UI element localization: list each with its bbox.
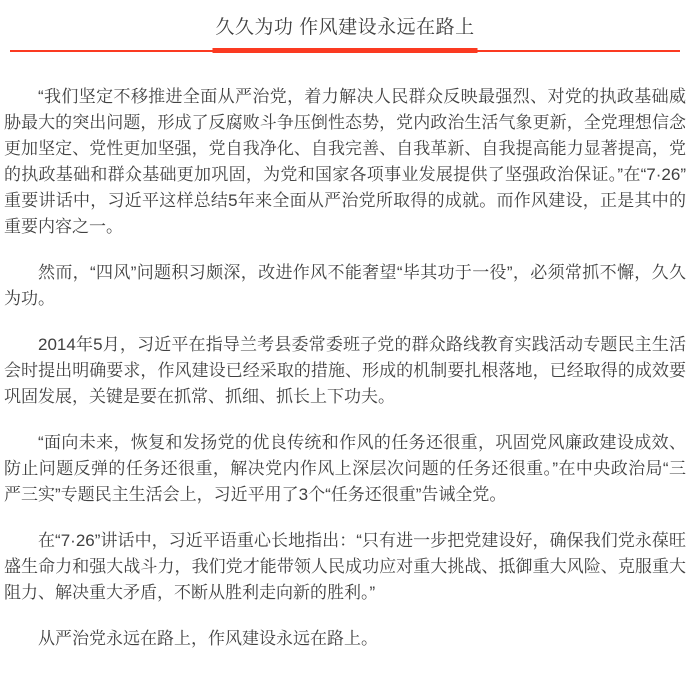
article-paragraph-2: 然而，“四风”问题积习颇深，改进作风不能奢望“毕其功于一役”，必须常抓不懈，久久为功。 <box>4 263 686 308</box>
article-paragraph-4: “面向未来，恢复和发扬党的优良传统和作风的任务还很重，巩固党风廉政建设成效、防止问题反弹的任务还很重，解决党内作风上深层次问题的任务还很重。”在中央政治局“三严三实”专题民主生活会上，习近平用了3个“任务还很重”告诫全党。 <box>4 433 686 504</box>
title-divider <box>10 48 680 53</box>
article-body <box>0 53 690 652</box>
page-title: 久久为功 作风建设永远在路上 <box>215 17 475 38</box>
article-paragraph-5: 在“7·26”讲话中，习近平语重心长地指出：“只有进一步把党建设好，确保我们党永葆旺盛生命力和强大战斗力，我们党才能带领人民成功应对重大挑战、抵御重大风险、克服重大阻力、解决重大矛盾，不断从胜利走向新的胜利。” <box>4 531 686 602</box>
article-paragraph-1: “我们坚定不移推进全面从严治党，着力解决人民群众反映最强烈、对党的执政基础威胁最大的突出问题，形成了反腐败斗争压倒性态势，党内政治生活气象更新，全党理想信念更加坚定、党性更加坚强，党自我净化、自我完善、自我革新、自我提高能力显著提高，党的执政基础和群众基础更加巩固，为党和国家各项事业发展提供了坚强政治保证。”在“7·26”重要讲话中，习近平这样总结5年来全面从严治党所取得的成就。而作风建设，正是其中的重要内容之一。 <box>4 87 686 236</box>
divider-accent-bar <box>213 48 478 53</box>
article-paragraph-6: 从严治党永远在路上，作风建设永远在路上。 <box>38 629 378 648</box>
article-paragraph-3: 2014年5月，习近平在指导兰考县委常委班子党的群众路线教育实践活动专题民主生活会时提出明确要求，作风建设已经采取的措施、形成的机制要扎根落地，已经取得的成效要巩固发展，关键是要在抓常、抓细、抓长上下功夫。 <box>4 335 686 406</box>
article-header <box>0 0 690 42</box>
